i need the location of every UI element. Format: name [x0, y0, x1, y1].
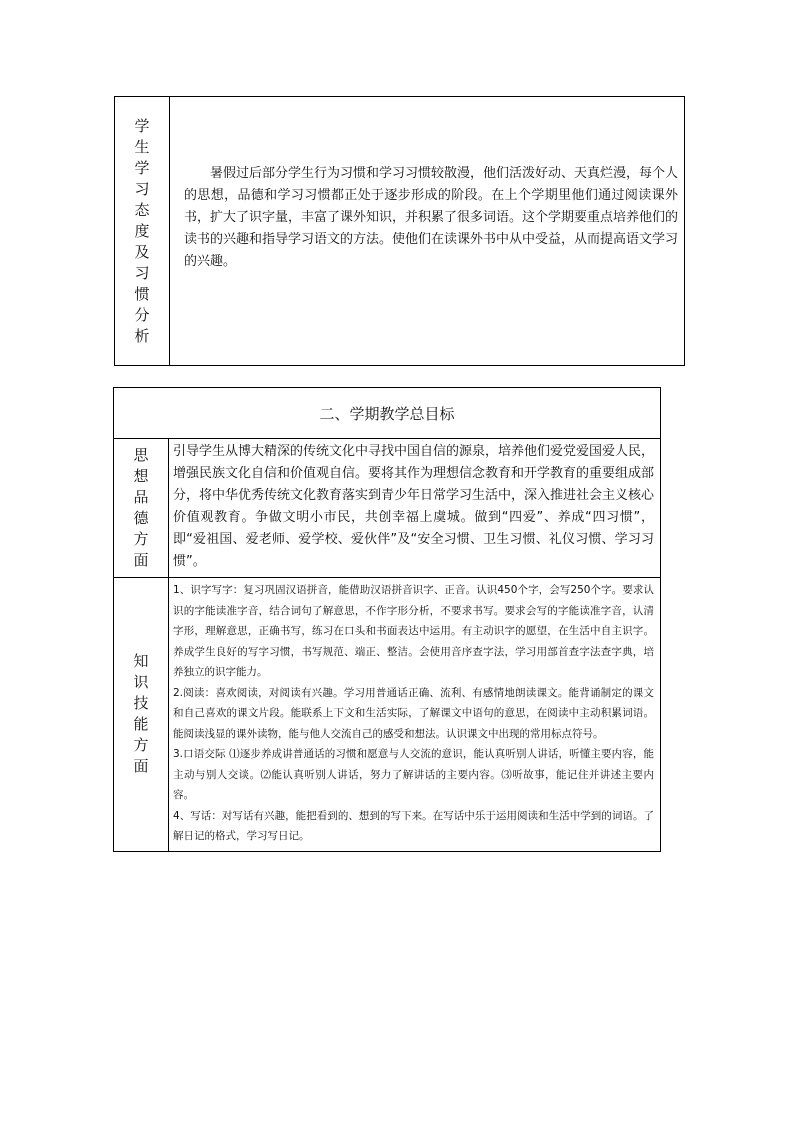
moral-label-char: 思	[133, 446, 149, 464]
skills-label-char: 识	[133, 673, 149, 692]
skills-item: 3.口语交际 ⑴逐步养成讲普通话的习惯和愿意与人交流的意识，能认真听别人讲话，听懂主要内容，能主动与别人交谈。⑵能认真听别人讲话，努力了解讲话的主要内容。⑶听故事，能记住并讲述主要内容。	[173, 748, 654, 801]
skills-list	[169, 578, 660, 851]
moral-label-char: 品	[133, 488, 149, 506]
skills-item: 1、识字写字：复习巩固汉语拼音，能借助汉语拼音识字、正音。认识450个字，会写250个字。要求认识的字能读准字音，结合词句了解意思，不作字形分析，不要求书写。要求会写的字能读准字音，认清字形，理解意思，正确书写，练习在口头和书面表达中运用。有主动识字的愿望，在生活中自主识字。养成学生良好的写字习惯，书写规范、端正、整洁。会使用音序查字法，学习用部首查字法查字典，培养独立的识字能力。	[173, 584, 654, 678]
moral-label-char: 德	[133, 509, 149, 527]
attitude-label-char: 及	[134, 242, 150, 261]
attitude-label-char: 习	[134, 179, 150, 198]
attitude-content-cell	[170, 97, 685, 366]
skills-label-char: 技	[133, 694, 149, 713]
attitude-paragraph: 暑假过后部分学生行为习惯和学习习惯较散漫，他们活泼好动、天真烂漫，每个人的思想，品德和学习习惯都正处于逐步形成的阶段。在上个学期里他们通过阅读课外书，扩大了识字量，丰富了课外知识，并积累了很多词语。这个学期要重点培养他们的读书的兴趣和指导学习语文的方法。使他们在读课外书中从中受益，从而提高语文学习的兴趣。	[184, 166, 679, 269]
moral-label-char: 面	[133, 551, 149, 569]
skills-content-cell	[169, 578, 661, 852]
skills-item: 2.阅读：喜欢阅读，对阅读有兴趣。学习用普通话正确、流利、有感情地朗读课文。能背诵制定的课文和自己喜欢的课文片段。能联系上下文和生活实际，了解课文中语句的意思，在阅读中主动积累词语。能阅读浅显的课外读物，能与他人交流自己的感受和想法。认识课文中出现的常用标点符号。	[173, 686, 654, 740]
skills-label-char: 面	[133, 757, 149, 776]
attitude-label-char: 生	[134, 137, 150, 156]
skills-item: 4、写话：对写话有兴趣，能把看到的、想到的写下来。在写话中乐于运用阅读和生活中学到的词语。了解日记的格式，学习写日记。	[173, 809, 654, 842]
moral-content-cell	[169, 439, 661, 578]
skills-label-cell	[114, 578, 169, 852]
moral-label-char: 想	[133, 467, 149, 485]
attitude-label-char: 惯	[134, 284, 150, 303]
skills-label-char: 能	[133, 715, 149, 734]
attitude-vertical-label	[115, 116, 169, 347]
attitude-label-char: 度	[134, 221, 150, 240]
moral-label-char: 方	[133, 530, 149, 548]
attitude-label-cell	[115, 97, 170, 366]
moral-paragraph: 引导学生从博大精深的传统文化中寻找中国自信的源泉，培养他们爱党爱国爱人民，增强民族文化自信和价值观自信。要将其作为理想信念教育和开学教育的重要组成部分，将中华优秀传统文化教育落实到青少年日常学习生活中，深入推进社会主义核心价值观教育。争做文明小市民，共创幸福上虞城。做到“四爱”、养成“四习惯”，即“爱祖国、爱老师、爱学校、爱伙伴”及“安全习惯、卫生习惯、礼仪习惯、学习习惯”。	[173, 444, 655, 569]
attitude-label-char: 习	[134, 263, 150, 282]
moral-label-cell	[114, 439, 169, 578]
attitude-analysis-table	[114, 96, 685, 366]
skills-label-char: 方	[133, 736, 149, 755]
attitude-label-char: 学	[134, 158, 150, 177]
semester-goals-table	[113, 387, 661, 852]
section-title: 二、学期教学总目标	[114, 388, 661, 439]
attitude-label-char: 学	[134, 116, 150, 135]
attitude-label-char: 分	[134, 305, 150, 324]
attitude-label-char: 态	[134, 200, 150, 219]
skills-label-char: 知	[133, 652, 149, 671]
attitude-label-char: 析	[134, 326, 150, 345]
skills-vertical-label	[114, 651, 168, 777]
moral-vertical-label	[114, 445, 168, 571]
